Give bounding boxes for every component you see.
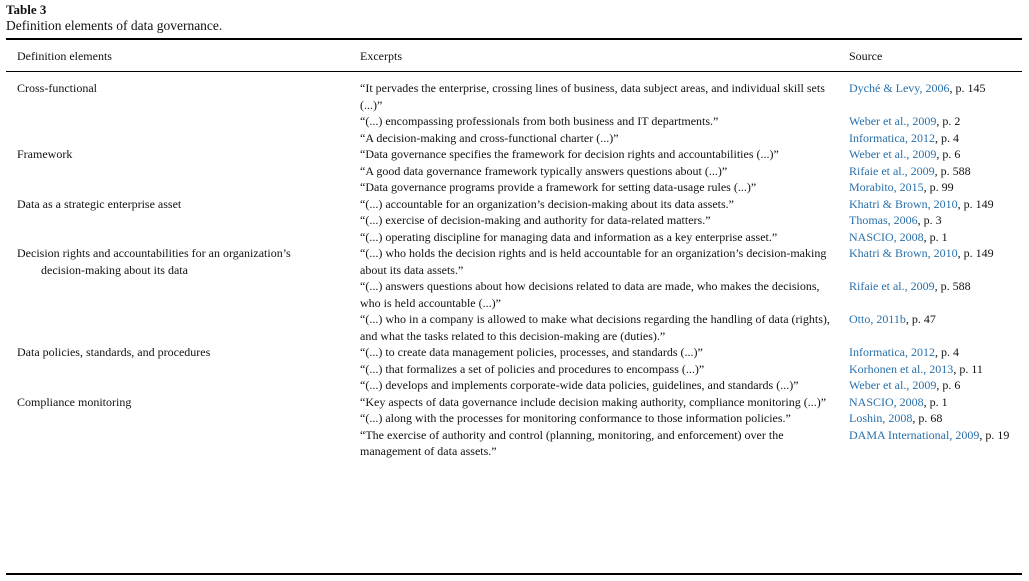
- source-cell: [849, 410, 1029, 427]
- definition-element-cell: [0, 130, 360, 147]
- source-cell: [849, 163, 1029, 180]
- top-rule: [6, 38, 1022, 40]
- source-citation-link[interactable]: DAMA International, 2009: [849, 427, 980, 442]
- table-row: [0, 245, 1029, 278]
- excerpt-cell: “(...) that formalizes a set of policies and procedures to encompass (...)”: [360, 361, 705, 376]
- excerpt-cell: “(...) encompassing professionals from both business and IT departments.”: [360, 114, 719, 128]
- table-row: [0, 394, 1029, 411]
- excerpt-cell: “(...) accountable for an organization’s decision-making about its data assets.”: [360, 196, 734, 211]
- source-citation-link[interactable]: Weber et al., 2009: [849, 147, 937, 161]
- table-row: [0, 179, 1029, 196]
- table-row: [0, 311, 1029, 344]
- source-page: , p. 47: [905, 312, 936, 326]
- source-cell: [849, 212, 1029, 229]
- source-page: , p. 4: [934, 130, 959, 145]
- table-row: [0, 163, 1029, 180]
- source-citation-link[interactable]: NASCIO, 2008: [849, 394, 924, 409]
- source-page: , p. 99: [923, 180, 954, 194]
- table-row: [0, 410, 1029, 427]
- header-rule: [6, 71, 1022, 72]
- definition-element-text: Data as a strategic enterprise asset: [17, 196, 182, 211]
- table-row: [0, 113, 1029, 130]
- table-row: [0, 361, 1029, 378]
- source-page: , p. 6: [936, 378, 961, 392]
- source-page: , p. 1: [923, 394, 948, 409]
- source-cell: [849, 80, 1029, 113]
- definition-element-cell: [0, 196, 360, 213]
- definition-element-cell: [0, 311, 360, 344]
- source-cell: [849, 245, 1029, 278]
- definition-element-text: Data policies, standards, and procedures: [17, 345, 211, 359]
- source-citation-link[interactable]: Otto, 2011b: [849, 312, 906, 326]
- source-cell: [849, 113, 1029, 130]
- definition-element-cell: [0, 278, 360, 311]
- table-row: [0, 229, 1029, 246]
- excerpt-cell: “The exercise of authority and control (planning, monitoring, and enforcement) over the management of data assets.”: [360, 427, 784, 458]
- definition-element-cell: [0, 179, 360, 196]
- source-page: , p. 588: [934, 163, 971, 178]
- source-citation-link[interactable]: Informatica, 2012: [849, 345, 935, 359]
- bottom-rule: [6, 573, 1022, 575]
- table-label: Table 3: [6, 2, 47, 17]
- source-citation-link[interactable]: Weber et al., 2009: [849, 378, 937, 392]
- excerpt-cell: “It pervades the enterprise, crossing lines of business, data subject areas, and individual skill sets (...)”: [360, 81, 825, 112]
- source-page: , p. 19: [979, 427, 1010, 442]
- source-cell: [849, 361, 1029, 378]
- source-page: , p. 3: [917, 213, 942, 227]
- table-row: [0, 344, 1029, 361]
- source-citation-link[interactable]: Korhonen et al., 2013: [849, 361, 954, 376]
- definition-element-text: Compliance monitoring: [17, 394, 132, 409]
- source-cell: [849, 130, 1029, 147]
- source-page: , p. 145: [949, 81, 986, 95]
- source-citation-link[interactable]: Khatri & Brown, 2010: [849, 196, 958, 211]
- source-cell: [849, 146, 1029, 163]
- source-citation-link[interactable]: Rifaie et al., 2009: [849, 279, 935, 293]
- source-citation-link[interactable]: Weber et al., 2009: [849, 114, 937, 128]
- definition-element-cell: [0, 361, 360, 378]
- source-citation-link[interactable]: Morabito, 2015: [849, 180, 924, 194]
- excerpt-cell: “(...) to create data management policies, processes, and standards (...)”: [360, 345, 703, 359]
- source-cell: [849, 394, 1029, 411]
- excerpt-cell: “Data governance specifies the framework for decision rights and accountabilities (...)”: [360, 147, 779, 161]
- table-row: [0, 80, 1029, 113]
- source-citation-link[interactable]: Informatica, 2012: [849, 130, 935, 145]
- source-cell: [849, 229, 1029, 246]
- excerpt-cell: “A good data governance framework typically answers questions about (...)”: [360, 163, 728, 178]
- definition-element-cell: [0, 394, 360, 411]
- table-row: [0, 196, 1029, 213]
- table-row: [0, 278, 1029, 311]
- excerpt-cell: “(...) who holds the decision rights and is held accountable for an organization’s decision-making about its data assets.”: [360, 246, 827, 277]
- source-cell: [849, 377, 1029, 394]
- definition-element-text: Framework: [17, 147, 73, 161]
- definition-element-cell: [0, 344, 360, 361]
- source-page: , p. 4: [934, 345, 959, 359]
- excerpt-cell: “Key aspects of data governance include decision making authority, compliance monitoring (...)”: [360, 394, 827, 409]
- definition-element-text: Cross-functional: [17, 81, 97, 95]
- header-source: Source: [849, 49, 883, 63]
- source-page: , p. 149: [957, 196, 994, 211]
- definition-element-cell: [0, 377, 360, 394]
- table-body: [0, 80, 1029, 460]
- excerpt-cell: “(...) answers questions about how decisions related to data are made, who makes the decisions, who is held accountable (...)”: [360, 279, 820, 310]
- table-title: Definition elements of data governance.: [6, 18, 223, 33]
- table-row: [0, 130, 1029, 147]
- source-cell: [849, 179, 1029, 196]
- header-excerpts: Excerpts: [360, 49, 402, 63]
- source-page: , p. 11: [953, 361, 983, 376]
- excerpt-cell: “(...) exercise of decision-making and authority for data-related matters.”: [360, 213, 711, 227]
- definition-element-cell: [0, 245, 360, 278]
- excerpt-cell: “(...) operating discipline for managing data and information as a key enterprise asset.”: [360, 229, 778, 244]
- source-citation-link[interactable]: Khatri & Brown, 2010: [849, 246, 958, 260]
- source-cell: [849, 344, 1029, 361]
- source-cell: [849, 196, 1029, 213]
- source-cell: [849, 278, 1029, 311]
- definition-element-text: Decision rights and accountabilities for an organization’s: [17, 246, 291, 260]
- source-page: , p. 2: [936, 114, 961, 128]
- excerpt-cell: “A decision-making and cross-functional charter (...)”: [360, 130, 619, 145]
- source-page: , p. 588: [934, 279, 971, 293]
- table-row: [0, 427, 1029, 460]
- excerpt-cell: “Data governance programs provide a framework for setting data-usage rules (...)”: [360, 180, 757, 194]
- table-caption: [6, 2, 222, 34]
- header-definition-elements: Definition elements: [17, 49, 112, 63]
- source-citation-link[interactable]: Loshin, 2008: [849, 411, 913, 425]
- definition-element-continuation: decision-making about its data: [41, 262, 188, 277]
- definition-element-cell: [0, 229, 360, 246]
- source-page: , p. 1: [923, 229, 948, 244]
- table-row: [0, 212, 1029, 229]
- source-citation-link[interactable]: Dyché & Levy, 2006: [849, 81, 950, 95]
- source-cell: [849, 427, 1029, 460]
- table-row: [0, 377, 1029, 394]
- definition-element-cell: [0, 163, 360, 180]
- source-page: , p. 6: [936, 147, 961, 161]
- table-row: [0, 146, 1029, 163]
- source-citation-link[interactable]: NASCIO, 2008: [849, 229, 924, 244]
- excerpt-cell: “(...) develops and implements corporate-wide data policies, guidelines, and standards (...)”: [360, 378, 799, 392]
- definition-element-cell: [0, 80, 360, 113]
- definition-element-cell: [0, 410, 360, 427]
- source-page: , p. 68: [912, 411, 943, 425]
- source-cell: [849, 311, 1029, 344]
- source-citation-link[interactable]: Rifaie et al., 2009: [849, 163, 935, 178]
- definition-element-cell: [0, 212, 360, 229]
- definition-element-cell: [0, 427, 360, 460]
- definition-element-cell: [0, 146, 360, 163]
- source-page: , p. 149: [957, 246, 994, 260]
- source-citation-link[interactable]: Thomas, 2006: [849, 213, 918, 227]
- definition-element-cell: [0, 113, 360, 130]
- excerpt-cell: “(...) who in a company is allowed to make what decisions regarding the handling of data (rights), and what the tasks related to this decision-making are (duties).”: [360, 312, 830, 343]
- excerpt-cell: “(...) along with the processes for monitoring conformance to those information policies.”: [360, 411, 791, 425]
